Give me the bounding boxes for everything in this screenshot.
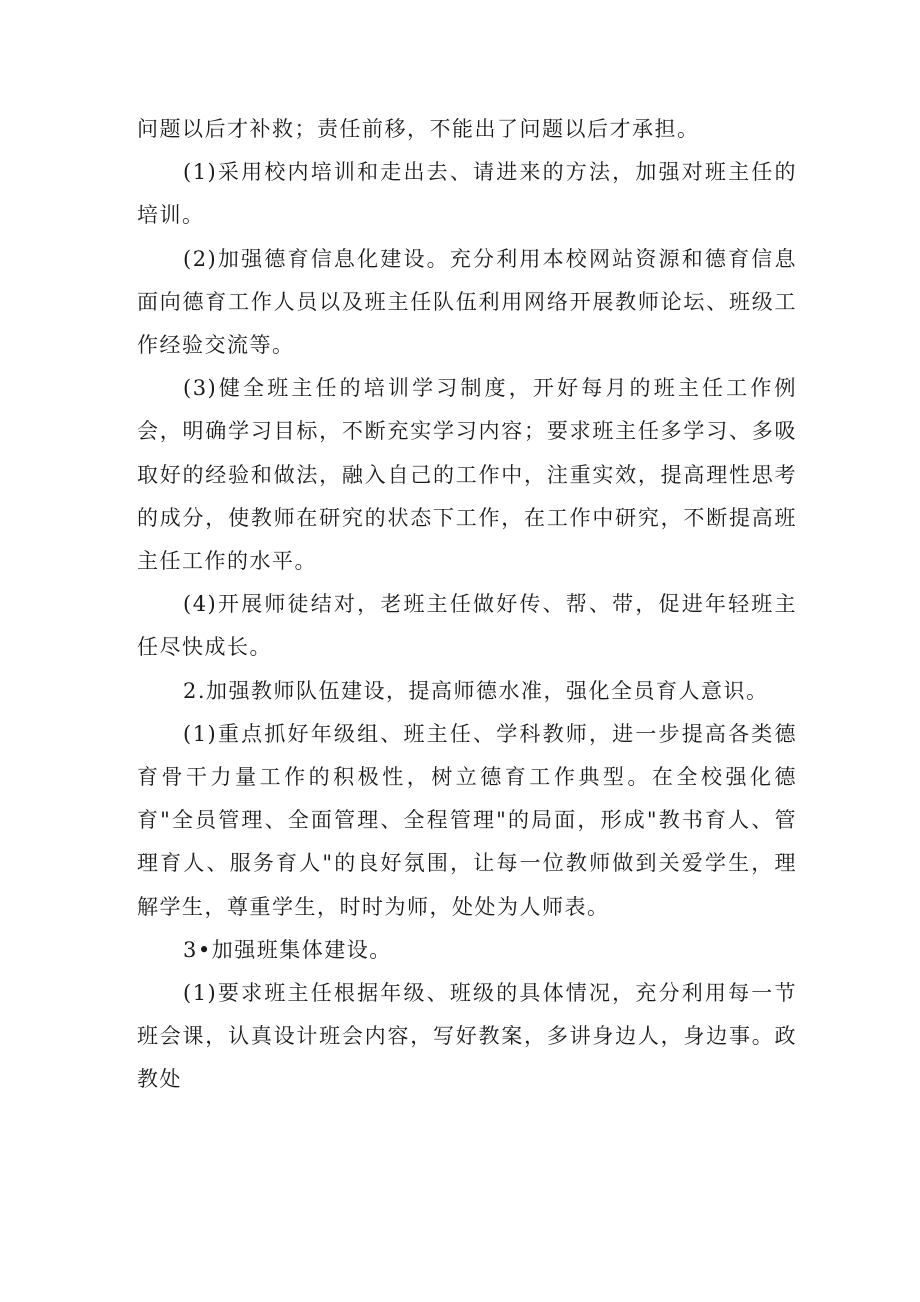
paragraph-continuation: 问题以后才补救；责任前移，不能出了问题以后才承担。: [137, 117, 700, 141]
section-heading-2: 2.加强教师队伍建设，提高师德水准，强化全员育人意识。: [183, 678, 769, 703]
section-heading-3: 3•加强班集体建设。: [183, 937, 392, 962]
body-text: [137, 108, 797, 1102]
paragraph-section-2-item-1: (1)重点抓好年级组、班主任、学科教师，进一步提高各类德育骨干力量工作的积极性，树立德育工作典型。在全校强化德育"全员管理、全面管理、全程管理"的局面，形成"教书育人、管理育人、服务育人"的良好氛围，让每一位教师做到关爱学生，理解学生，尊重学生，时时为师，处处为人师表。: [137, 721, 797, 919]
paragraph-item-4-mentoring: (4)开展师徒结对，老班主任做好传、帮、带，促进年轻班主任尽快成长。: [137, 592, 797, 660]
paragraph-item-2-informatization: (2)加强德育信息化建设。充分利用本校网站资源和德育信息面向德育工作人员以及班主任队伍利用网络开展教师论坛、班级工作经验交流等。: [137, 246, 797, 358]
paragraph-item-1-training: (1)采用校内培训和走出去、请进来的方法，加强对班主任的培训。: [137, 160, 797, 228]
paragraph-item-3-study-system: (3)健全班主任的培训学习制度，开好每月的班主任工作例会，明确学习目标，不断充实学习内容；要求班主任多学习、多吸取好的经验和做法，融入自己的工作中，注重实效，提高理性思考的成分，使教师在研究的状态下工作，在工作中研究，不断提高班主任工作的水平。: [137, 376, 797, 574]
paragraph-section-3-item-1: (1)要求班主任根据年级、班级的具体情况，充分利用每一节班会课，认真设计班会内容，写好教案，多讲身边人，身边事。政教处: [137, 981, 797, 1092]
